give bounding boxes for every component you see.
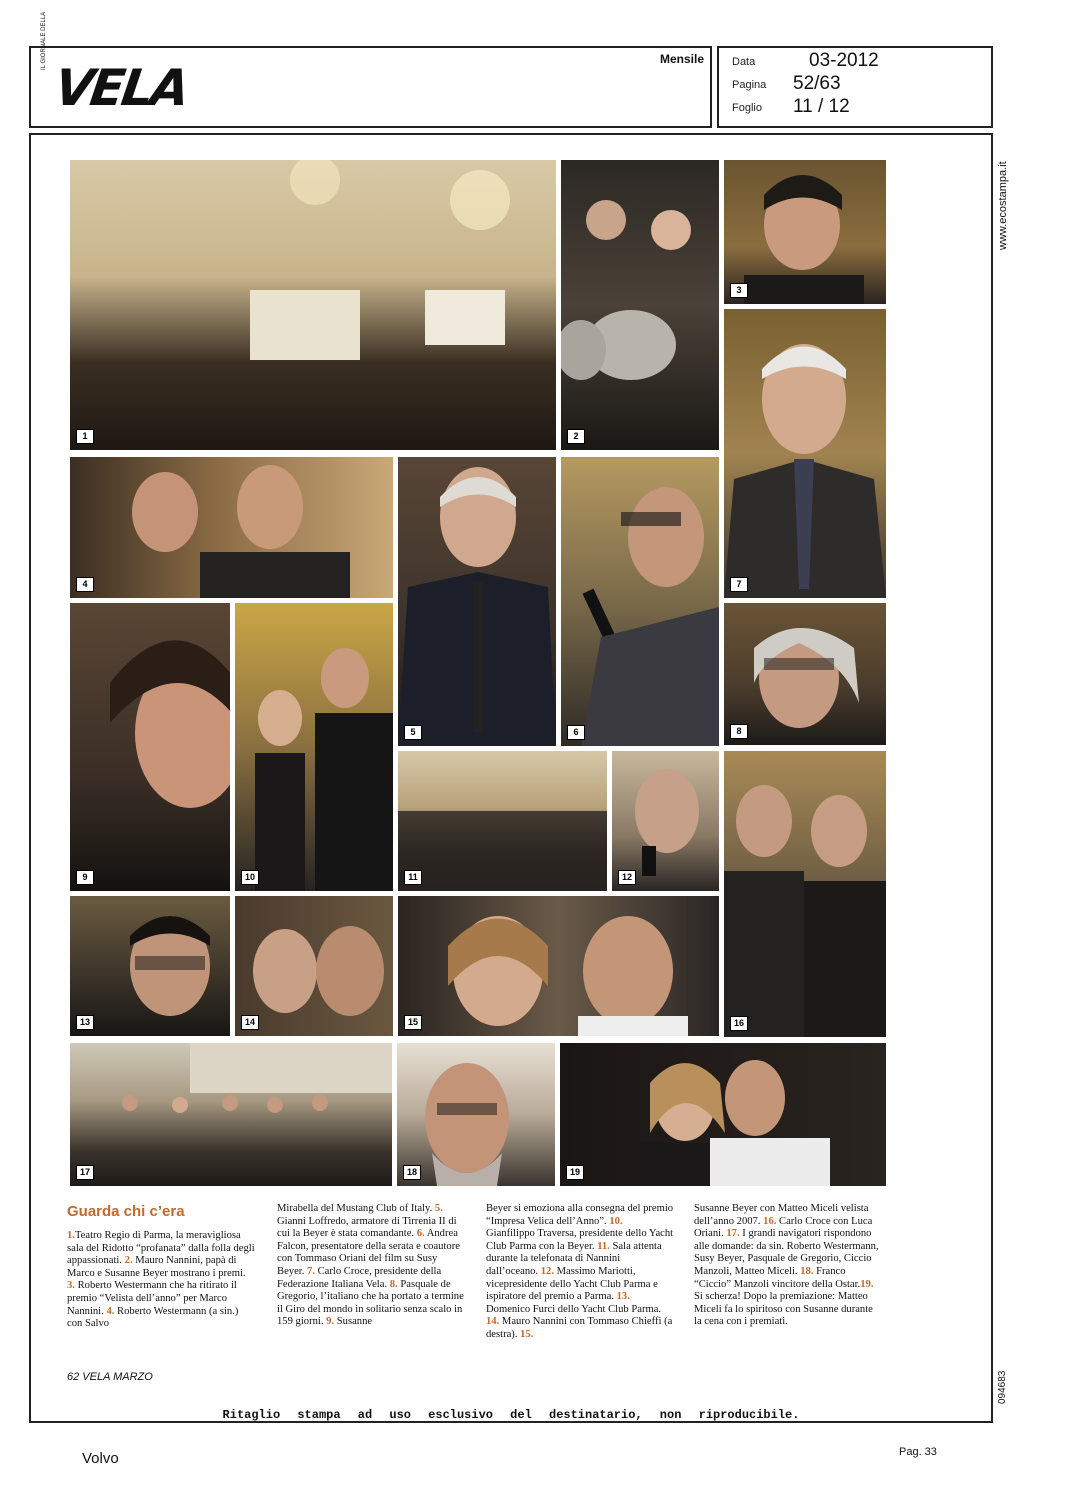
photo-number: 16 bbox=[730, 1016, 748, 1031]
caption-text: Teatro Regio di Parma, la meravigliosa sala del Ridotto “profanata” dalla folla degli appassionati. bbox=[67, 1230, 255, 1267]
photo-10-couple bbox=[235, 603, 393, 891]
caption-number: 18. bbox=[800, 1265, 814, 1277]
photo-5-portrait bbox=[398, 457, 556, 746]
caption-number: 13. bbox=[616, 1291, 630, 1303]
caption-text: Mirabella del Mustang Club of Italy. bbox=[277, 1203, 435, 1214]
photo-number: 17 bbox=[76, 1165, 94, 1180]
caption-text: Mauro Nannini con Tommaso Chieffi (a destra). bbox=[486, 1316, 673, 1340]
caption-text: Sala attenta durante la telefonata di Nannini dall’oceano. bbox=[486, 1240, 662, 1277]
caption-number: 1. bbox=[67, 1230, 75, 1241]
side-code: 094683 bbox=[997, 1370, 1008, 1404]
photo-number: 15 bbox=[404, 1015, 422, 1030]
caption-text: I grandi navigatori rispondono alle domande: da sin. Roberto Westermann, Susy Beyer, Pasquale de Gregorio, Ciccio Manzoli, Matteo Miceli. bbox=[694, 1228, 879, 1277]
caption-number: 17. bbox=[726, 1228, 740, 1240]
caption-text: Susanne bbox=[334, 1316, 373, 1328]
photo-3-portrait bbox=[724, 160, 886, 304]
caption-number: 19. bbox=[860, 1278, 874, 1290]
photo-2-award-plates bbox=[561, 160, 719, 450]
caption-text: Beyer si emoziona alla consegna del premio “Impresa Velica dell’Anno”. bbox=[486, 1203, 674, 1227]
caption-number: 12. bbox=[540, 1265, 554, 1277]
photo-number: 18 bbox=[403, 1165, 421, 1180]
photo-8-portrait bbox=[724, 603, 886, 745]
client-name: Volvo bbox=[82, 1450, 119, 1467]
caption-text: Roberto Westermann che ha ritirato il premio “Velista dell’anno” per Marco Nannini. bbox=[67, 1280, 237, 1317]
caption-text: Mauro Nannini, papà di Marco e Susanne Beyer mostrano i premi. bbox=[67, 1255, 246, 1279]
caption-column-4 bbox=[694, 1203, 882, 1329]
photo-4-two-men bbox=[70, 457, 393, 598]
caption-number: 2. bbox=[124, 1255, 133, 1267]
page-label: Pagina bbox=[732, 79, 767, 91]
caption-number: 5. bbox=[434, 1203, 443, 1214]
caption-number: 7. bbox=[307, 1265, 315, 1277]
photo-number: 19 bbox=[566, 1165, 584, 1180]
caption-text: Domenico Furci dello Yacht Club Parma. bbox=[486, 1303, 662, 1315]
page-number: Pag. 33 bbox=[899, 1446, 937, 1458]
photo-number: 7 bbox=[730, 577, 748, 592]
caption-text: Gianni Loffredo, armatore di Tirrenia II di cui la Beyer è stata comandante. bbox=[277, 1215, 457, 1240]
logo-text: VELA bbox=[50, 59, 191, 117]
caption-text: Susanne Beyer con Matteo Miceli velista dell’anno 2007. bbox=[694, 1203, 869, 1227]
caption-column-1 bbox=[67, 1230, 255, 1331]
caption-number: 3. bbox=[67, 1280, 75, 1292]
caption-text: Roberto Westermann (a sin.) con Salvo bbox=[67, 1305, 239, 1330]
caption-title: Guarda chi c’era bbox=[67, 1203, 185, 1220]
photo-number: 14 bbox=[241, 1015, 259, 1030]
photo-number: 13 bbox=[76, 1015, 94, 1030]
header-masthead bbox=[29, 11, 712, 128]
photo-number: 4 bbox=[76, 577, 94, 592]
caption-text: Massimo Mariotti, vicepresidente dello Yacht Club Parma e ispiratore del premio a Parma. bbox=[486, 1265, 658, 1303]
caption-text: Andrea Falcon, presentatore della serata e coautore con Tommaso Oriani del film su Susy Beyer. bbox=[277, 1228, 460, 1277]
photo-number: 9 bbox=[76, 870, 94, 885]
photo-11-audience bbox=[398, 751, 607, 891]
photo-number: 2 bbox=[567, 429, 585, 444]
photo-13-portrait bbox=[70, 896, 230, 1036]
photo-number: 5 bbox=[404, 725, 422, 740]
sheet-value: 11 / 12 bbox=[793, 96, 850, 117]
page-value: 52/63 bbox=[793, 73, 841, 94]
photo-number: 8 bbox=[730, 724, 748, 739]
caption-text: Carlo Croce con Luca Oriani. bbox=[694, 1215, 873, 1240]
photo-14-two-men bbox=[235, 896, 393, 1036]
caption-number: 16. bbox=[763, 1215, 777, 1227]
disclaimer: Ritaglio stampa ad uso esclusivo del destinatario, non riproducibile. bbox=[222, 1408, 800, 1422]
photo-6-microphone bbox=[561, 457, 719, 746]
photo-19-couple bbox=[560, 1043, 886, 1186]
periodicity-label: Mensile bbox=[659, 52, 704, 66]
caption-text: Franco “Ciccio” Manzoli vincitore della Ostar. bbox=[694, 1265, 861, 1290]
header-metadata bbox=[717, 46, 993, 128]
caption-number: 6. bbox=[416, 1228, 425, 1240]
photo-12-microphone bbox=[612, 751, 719, 891]
caption-text: Carlo Croce, presidente della Federazione Italiana Vela. bbox=[277, 1265, 442, 1290]
photo-15-couple bbox=[398, 896, 719, 1036]
photo-16-two-men bbox=[724, 751, 886, 1037]
magazine-footer: 62 VELA MARZO bbox=[67, 1371, 153, 1383]
caption-number: 8. bbox=[389, 1278, 398, 1290]
caption-text: Gianfilippo Traversa, presidente dello Yacht Club Parma con la Beyer. bbox=[486, 1228, 674, 1252]
caption-text: Si scherza! Dopo la premiazione: Matteo Miceli fa lo spiritoso con Susanne durante la cena con i premiati. bbox=[694, 1291, 873, 1328]
caption-number: 10. bbox=[609, 1215, 623, 1227]
photo-1-theatre-hall bbox=[70, 160, 556, 450]
photo-number: 12 bbox=[618, 870, 636, 885]
side-url: www.ecostampa.it bbox=[997, 161, 1009, 250]
caption-number: 14. bbox=[486, 1316, 500, 1328]
photo-18-portrait bbox=[397, 1043, 555, 1186]
photo-9-portrait bbox=[70, 603, 230, 891]
caption-text: Pasquale de Gregorio, l’italiano che ha portato a termine il Giro del mondo in solitario senza scalo in 159 giorni. bbox=[277, 1278, 464, 1328]
photo-number: 3 bbox=[730, 283, 748, 298]
photo-number: 1 bbox=[76, 429, 94, 444]
caption-number: 9. bbox=[326, 1316, 335, 1328]
caption-number: 4. bbox=[106, 1305, 115, 1317]
caption-number: 15. bbox=[520, 1328, 534, 1340]
sheet-label: Foglio bbox=[732, 102, 762, 114]
caption-column-2 bbox=[277, 1203, 465, 1329]
date-label: Data bbox=[732, 56, 756, 68]
photo-number: 10 bbox=[241, 870, 259, 885]
photo-number: 11 bbox=[404, 870, 422, 885]
photo-number: 6 bbox=[567, 725, 585, 740]
photo-7-portrait bbox=[724, 309, 886, 598]
logo-side-text: IL GIORNALE DELLA bbox=[41, 11, 47, 70]
photo-17-panel bbox=[70, 1043, 392, 1186]
date-value: 03-2012 bbox=[809, 50, 879, 71]
vela-logo bbox=[41, 11, 191, 117]
caption-column-3 bbox=[486, 1203, 674, 1342]
caption-number: 11. bbox=[597, 1240, 610, 1252]
